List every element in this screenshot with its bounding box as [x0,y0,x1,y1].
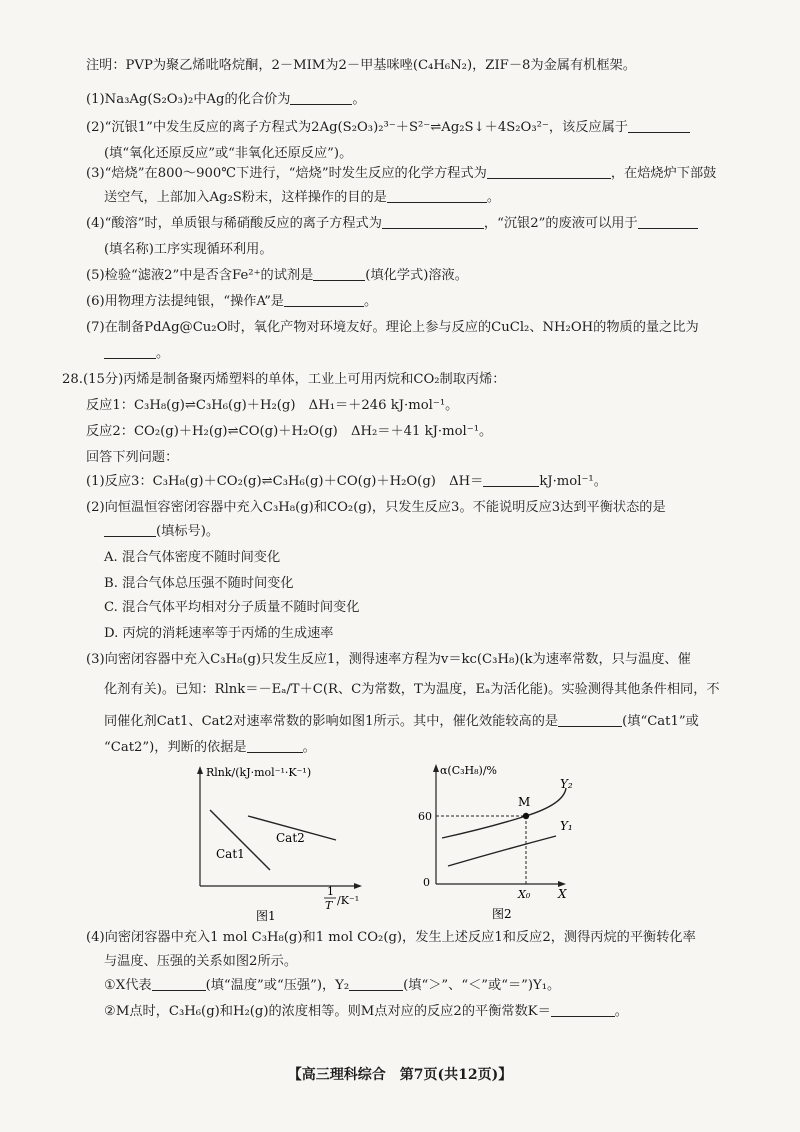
answer-blank [382,214,484,229]
q28-sub3: (3)向密闭容器中充入C₃H₈(g)只发生反应1，测得速率方程为v＝kc(C₃H₈)(k为速率常数，只与温度、催 [86,652,691,667]
q28-sub2-cont: (填标号)。 [104,522,219,542]
fig2-x-label: X [558,887,567,901]
q27-part5: (5)检验“滤液2”中是否含Fe²⁺的试剂是 (填化学式)溶液。 [86,268,468,283]
fig1-x-arrow [354,883,362,889]
q27-part4-cont: (填名称)工序实现循环利用。 [104,242,273,257]
fig1-x-label-unit: /K⁻¹ [337,894,360,907]
figure-2 [408,758,608,928]
answer-blank [558,712,622,727]
fig1-caption: 图1 [256,909,276,923]
answer-blank [313,266,365,281]
q27-part3-cont: 送空气，上部加入Ag₂S粉末，这样操作的目的是 。 [104,190,501,205]
answer-blank [104,522,156,537]
q27-part6: (6)用物理方法提纯银，“操作A”是 。 [86,294,378,309]
y2-label: Y₂ [560,777,573,791]
point-m [523,813,529,819]
answer-blank [551,1002,615,1017]
reaction-1: 反应1：C₃H₈(g)⇌C₃H₆(g)＋H₂(g) ΔH₁＝＋246 kJ·mol⁻¹。 [86,398,459,413]
fig2-origin: 0 [423,876,430,889]
cat1-label: Cat1 [216,847,245,861]
answer-blank [349,976,403,991]
q28-sub3-cont3: “Cat2”)，判断的依据是 。 [104,740,316,755]
q28-sub4: (4)向密闭容器中充入1 mol C₃H₈(g)和1 mol CO₂(g)，发生上述反应1和反应2，测得丙烷的平衡转化率 [86,930,696,945]
q28-sub4-part1: ①X代表 (填“温度”或“压强”)，Y₂ (填“＞”、“＜”或“＝”)Y₁。 [104,978,561,993]
answer-blank [487,164,611,179]
answer-blank [290,90,352,105]
answer-blank [483,472,539,487]
y1-curve [448,836,556,866]
y1-label: Y₁ [560,819,573,833]
fig2-y60-tick: 60 [418,810,432,823]
page-footer: 【高三理科综合 第7页(共12页)】 [287,1067,513,1083]
q27-part2-cont: (填“氧化还原反应”或“非氧化还原反应”)。 [104,146,353,161]
figure-1 [180,758,380,928]
q27-part7: (7)在制备PdAg@Cu₂O时，氧化产物对环境友好。理论上参与反应的CuCl₂、NH₂OH的物质的量之比为 [86,320,699,335]
x0-label: X₀ [518,888,531,901]
y2-curve [442,788,566,838]
q27-part7-cont: 。 [104,344,169,364]
option-d: D. 丙烷的消耗速率等于丙烯的生成速率 [104,626,334,641]
q27-part2: (2)“沉银1”中发生反应的离子方程式为2Ag(S₂O₃)₂³⁻＋S²⁻⇌Ag₂S↓＋4S₂O₃²⁻，该反应属于 [86,118,690,138]
option-c: C. 混合气体平均相对分子质量不随时间变化 [104,600,360,615]
cat2-label: Cat2 [276,831,305,845]
q28-sub4-cont: 与温度、压强的关系如图2所示。 [104,954,298,969]
reaction-2: 反应2：CO₂(g)＋H₂(g)⇌CO(g)＋H₂O(g) ΔH₂＝＋41 kJ·mol⁻¹。 [86,424,493,439]
q28-sub3-cont2: 同催化剂Cat1、Cat2对速率常数的影响如图1所示。其中，催化效能较高的是 (填“Cat1”或 [104,714,699,729]
fig1-x-label-num: 1 [327,885,334,898]
answer-blank [247,738,303,753]
q28-heading: 28.(15分)丙烯是制备聚丙烯塑料的单体，工业上可用丙烷和CO₂制取丙烯： [62,372,506,387]
fig1-y-label: Rlnk/(kJ·mol⁻¹·K⁻¹) [206,766,312,779]
option-a: A. 混合气体密度不随时间变化 [104,550,281,565]
point-m-label: M [518,795,531,809]
answer-blank [104,344,156,359]
answer-blank [628,118,690,133]
q28-sub3-cont1: 化剂有关)。已知：Rlnk＝－Eₐ/T＋C(R、C为常数，T为温度，Eₐ为活化能)。实验测得其他条件相同，不 [104,682,720,697]
answer-blank [387,188,487,203]
fig1-x-label-den: T [325,899,333,912]
answer-blank [284,292,364,307]
answer-prompt: 回答下列问题： [86,450,179,465]
q28-sub1: (1)反应3：C₃H₈(g)＋CO₂(g)⇌C₃H₆(g)＋CO(g)＋H₂O(g) ΔH＝ kJ·mol⁻¹。 [86,474,607,489]
q28-sub2: (2)向恒温恒容密闭容器中充入C₃H₈(g)和CO₂(g)，只发生反应3。不能说明反应3达到平衡状态的是 [86,500,666,515]
q27-part3: (3)“焙烧”在800～900℃下进行，“焙烧”时发生反应的化学方程式为 ，在焙烧炉下部鼓 [86,166,717,181]
fig2-y-arrow [433,764,439,772]
fig2-y-label: α(C₃H₈)/% [440,764,497,777]
answer-blank [152,976,206,991]
fig2-caption: 图2 [492,907,512,921]
answer-blank [638,214,698,229]
q28-sub4-part2: ②M点时，C₃H₆(g)和H₂(g)的浓度相等。则M点对应的反应2的平衡常数K＝ 。 [104,1004,628,1019]
fig1-y-arrow [197,766,203,774]
note-line: 注明：PVP为聚乙烯吡咯烷酮，2－MIM为2－甲基咪唑(C₄H₆N₂)，ZIF－8为金属有机框架。 [86,58,636,73]
option-b: B. 混合气体总压强不随时间变化 [104,576,294,591]
q27-part4: (4)“酸溶”时，单质银与稀硝酸反应的离子方程式为 ，“沉银2”的废液可以用于 [86,214,698,234]
q27-part1: (1)Na₃Ag(S₂O₃)₂中Ag的化合价为 。 [86,92,366,107]
